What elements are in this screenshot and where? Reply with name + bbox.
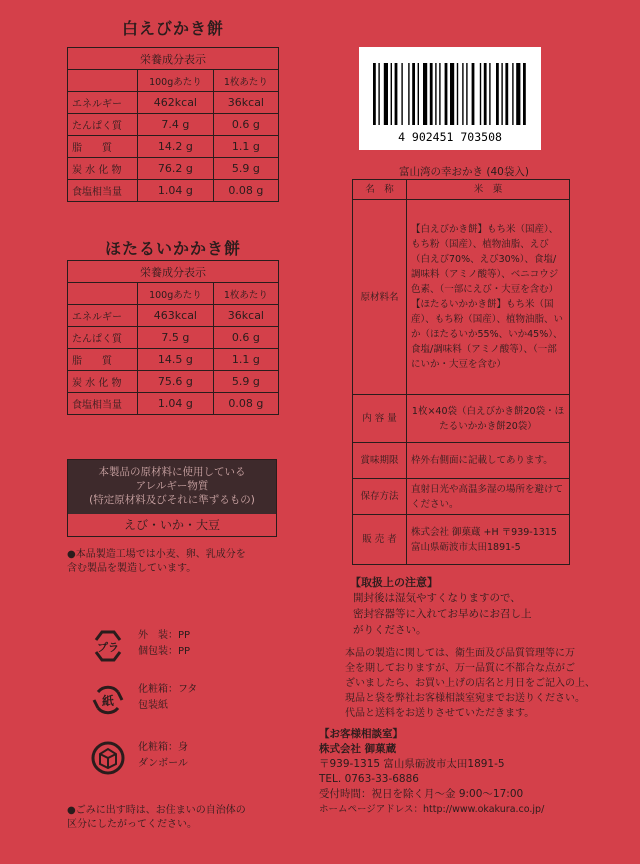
table-row: 食塩相当量 1.04 g 0.08 g [68, 180, 279, 202]
contact-tel: TEL. 0763-33-6886 [319, 773, 419, 785]
product-name: 富山湾の幸おかき (40袋入) [399, 166, 529, 178]
allergy-heading: 本製品の原材料に使用している アレルギー物質 (特定原材料及びそれに準ずるもの) [68, 460, 276, 514]
customer-contact [319, 727, 619, 817]
table-row: エネルギー 462kcal 36kcal [68, 92, 279, 114]
barcode-bars [359, 47, 541, 150]
table-row: 名 称 米 菓 [353, 180, 570, 200]
factory-note: ●本品製造工場では小麦、卵、乳成分を 含む製品を製造しています。 [67, 549, 246, 574]
table-row: たんぱく質 7.5 g 0.6 g [68, 327, 279, 349]
table-row: エネルギー 463kcal 36kcal [68, 305, 279, 327]
table-row: 脂 質 14.2 g 1.1 g [68, 136, 279, 158]
pla-recycle-icon [88, 626, 128, 666]
barcode [359, 47, 541, 150]
table-row: 脂 質 14.5 g 1.1 g [68, 349, 279, 371]
table-row: たんぱく質 7.4 g 0.6 g [68, 114, 279, 136]
shiroebi-title: 白えびかき餅 [121, 19, 224, 38]
contact-hours: 受付時間：祝日を除く月～金 9:00～17:00 [319, 788, 524, 800]
recycle-item: プラ 外 装：PP 個包装：PP [88, 626, 248, 666]
svg-text:プラ: プラ [97, 641, 119, 654]
recycle-item: 化粧箱：身 ダンボール [88, 738, 248, 778]
contact-address: 〒939-1315 富山県砺波市太田1891-5 [319, 758, 505, 770]
table-row: 食塩相当量 1.04 g 0.08 g [68, 393, 279, 415]
cardboard-recycle-icon [88, 738, 128, 778]
table-row: 炭 水 化 物 75.6 g 5.9 g [68, 371, 279, 393]
handling-title: 【取扱上の注意】 [350, 576, 438, 589]
paper-recycle-icon [88, 680, 128, 720]
table-row: 内 容 量 1枚×40袋（白えびかき餅20袋・ほたるいかかき餅20袋） [353, 395, 570, 443]
contact-website: ホームページアドレス：http://www.okakura.co.jp/ [319, 804, 545, 815]
allergy-value: えび・いか・大豆 [123, 518, 220, 532]
table-row: 賞味期限 枠外右側面に記載してあります。 [353, 443, 570, 479]
quality-notice: 本品の製造に関しては、衛生面及び品質管理等に万 全を期しておりますが、万一品質に不都合な点がご ざいましたら、お買い上げの店名と月日をご記入の上、 現品と袋を弊社お客様相談室宛までお送りください。 代品と送料をお送りさせていただきます。 [345, 648, 595, 719]
shiroebi-nutrition-table [67, 47, 279, 202]
table-row: 炭 水 化 物 76.2 g 5.9 g [68, 158, 279, 180]
table-title: 栄養成分表示 [68, 48, 279, 70]
col-header-100g: 100gあたり [138, 70, 214, 92]
col-header-per-piece: 1枚あたり [213, 70, 278, 92]
recycle-item: 紙 化粧箱：フタ 包装紙 [88, 680, 248, 720]
svg-text:紙: 紙 [101, 694, 115, 708]
col-header-100g: 100gあたり [138, 283, 214, 305]
hotaru-title: ほたるいかかき餅 [104, 239, 241, 258]
contact-title: 【お客様相談室】 [319, 728, 403, 740]
table-row: 原材料名 【白えびかき餅】もち米（国産）、もち粉（国産）、植物油脂、えび（白えび70%、えび30%）、食塩/調味料（アミノ酸等）、ベニコウジ色素、（一部にえび・大豆を含む）【ほたるいかかき餅】もち米（国産）、もち粉（国産）、植物油脂、いか（ほたるいか55%、いか45%）、食塩/調味料（アミノ酸等）、（一部にいか・大豆を含む） [353, 200, 570, 395]
contact-company: 株式会社 御菓蔵 [319, 743, 397, 755]
product-table [352, 179, 570, 565]
table-title: 栄養成分表示 [68, 261, 279, 283]
allergy-box [67, 459, 277, 537]
barcode-digits: 4 902451 703508 [398, 130, 502, 144]
table-row: 保存方法 直射日光や高温多湿の場所を避けてください。 [353, 479, 570, 515]
table-row: 販 売 者 株式会社 御菓蔵 +H 〒939-1315 富山県砺波市太田1891-5 [353, 515, 570, 565]
hotaru-nutrition-table [67, 260, 279, 415]
col-header-per-piece: 1枚あたり [213, 283, 278, 305]
handling-text: 開封後は湿気やすくなりますので、 密封容器等に入れてお早めにお召し上 がりください。 [353, 592, 532, 636]
disposal-note: ●ごみに出す時は、お住まいの自治体の 区分にしたがってください。 [67, 805, 246, 830]
